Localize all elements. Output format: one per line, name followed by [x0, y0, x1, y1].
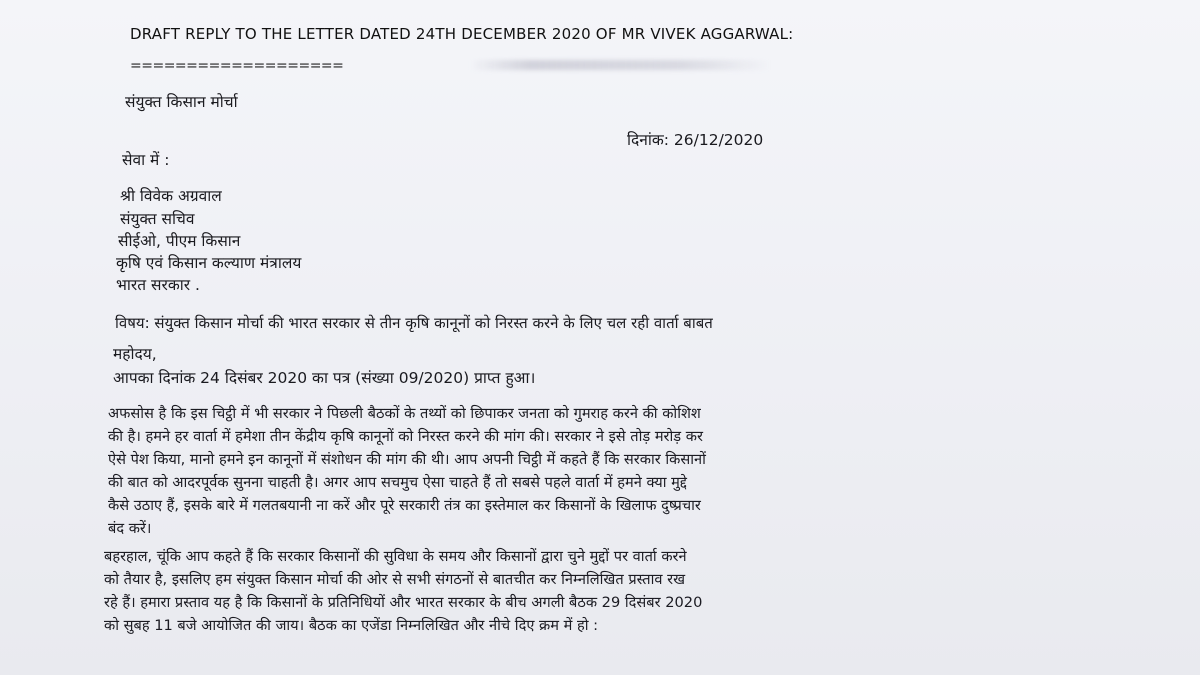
paragraph-1 — [108, 402, 706, 540]
paragraph-line: रहे हैं। हमारा प्रस्ताव यह है कि किसानों के प्रतिनिधियों और भारत सरकार के बीच अगली बैठक 29 दिसंबर 2020 — [104, 594, 703, 611]
paragraph-line: बहरहाल, चूंकि आप कहते हैं कि सरकार किसानों की सुविधा के समय और किसानों द्वारा चुने मुद्दों पर वार्ता करने — [104, 548, 687, 565]
recipient-line: श्री विवेक अग्रवाल — [120, 187, 222, 205]
paragraph-line: कैसे उठाए हैं, इसके बारे में गलतबयानी ना करें और पूरे सरकारी तंत्र का इस्तेमाल कर किसानों के खिलाफ दुष्प्रचार — [108, 497, 701, 514]
paragraph-line: की बात को आदरपूर्वक सुनना चाहती है। अगर आप सचमुच ऐसा चाहते हैं तो सबसे पहले वार्ता में हमने क्या मुद्दे — [108, 474, 687, 491]
to-label: सेवा में : — [122, 151, 170, 169]
paragraph-line: को सुबह 11 बजे आयोजित की जाय। बैठक का एजेंडा निम्नलिखित और नीचे दिए क्रम में हो : — [104, 617, 599, 634]
sender-name: संयुक्त किसान मोर्चा — [125, 93, 238, 111]
letter-date: दिनांक: 26/12/2020 — [627, 131, 764, 149]
recipient-line: कृषि एवं किसान कल्याण मंत्रालय — [116, 254, 302, 272]
scan-smudge — [470, 60, 770, 70]
salutation: महोदय, — [113, 345, 157, 363]
letter-heading: DRAFT REPLY TO THE LETTER DATED 24TH DECEMBER 2020 OF MR VIVEK AGGARWAL: — [130, 25, 794, 43]
paragraph-line: अफसोस है कि इस चिट्ठी में भी सरकार ने पिछली बैठकों के तथ्यों को छिपाकर जनता को गुमराह करने की कोशिश — [108, 405, 701, 422]
recipient-line: सीईओ, पीएम किसान — [118, 232, 241, 250]
subject-line: विषय: संयुक्त किसान मोर्चा की भारत सरकार से तीन कृषि कानूनों को निरस्त करने के लिए चल रही वार्ता बाबत — [115, 314, 713, 332]
paragraph-line: ऐसे पेश किया, मानो हमने इन कानूनों में संशोधन की मांग की थी। आप अपनी चिट्ठी में कहते हैं कि सरकार किसानों — [108, 451, 706, 468]
separator-line: =================== — [130, 58, 344, 74]
paragraph-line: की है। हमने हर वार्ता में हमेशा तीन केंद्रीय कृषि कानूनों को निरस्त करने की मांग की। सरकार ने इसे तोड़ मरोड़ कर — [108, 428, 703, 445]
recipient-line: संयुक्त सचिव — [120, 210, 195, 228]
paragraph-2 — [104, 545, 702, 637]
paragraph-line: को तैयार है, इसलिए हम संयुक्त किसान मोर्चा की ओर से सभी संगठनों से बातचीत कर निम्नलिखित प्रस्ताव रख — [104, 571, 686, 588]
paragraph-line: बंद करें। — [108, 520, 152, 537]
recipient-line: भारत सरकार . — [116, 276, 200, 294]
acknowledgement-line: आपका दिनांक 24 दिसंबर 2020 का पत्र (संख्या 09/2020) प्राप्त हुआ। — [113, 369, 536, 387]
